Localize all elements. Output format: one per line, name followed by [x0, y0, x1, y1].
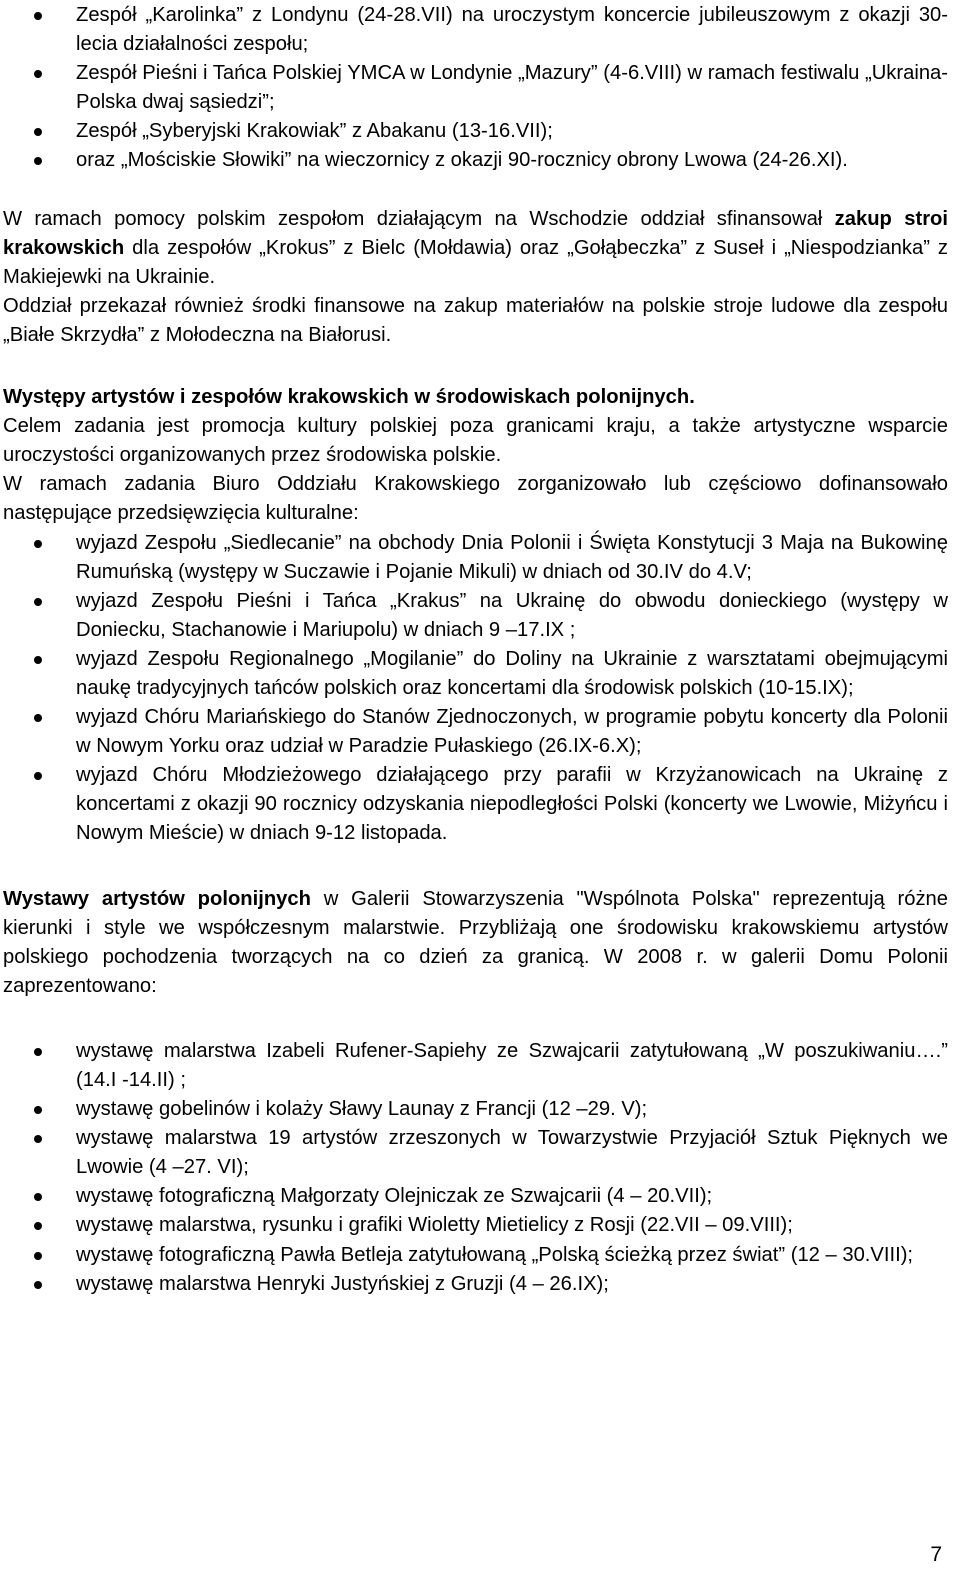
bullet-icon — [34, 128, 42, 136]
bullet-icon — [34, 1222, 42, 1230]
bullet-icon — [34, 1135, 42, 1143]
bullet-icon — [34, 714, 42, 722]
bullet-icon — [34, 772, 42, 780]
document-page — [3, 1, 948, 1299]
list-item: Zespół Pieśni i Tańca Polskiej YMCA w Londynie „Mazury” (4-6.VIII) w ramach festiwalu „Ukraina-Polska dwaj sąsiedzi”; — [3, 59, 948, 117]
bullet-icon — [34, 540, 42, 548]
list-item: wyjazd Chóru Młodzieżowego działającego przy parafii w Krzyżanowicach na Ukrainę z koncertami z okazji 90 rocznicy odzyskania niepodległości Polski (koncerty we Lwowie, Miżyńcu i Nowym Mieście) w dniach 9-12 listopada. — [3, 761, 948, 848]
aid-paragraph-2: Oddział przekazał również środki finansowe na zakup materiałów na polskie stroje ludowe dla zespołu „Białe Skrzydła” z Mołodeczna na Białorusi. — [3, 294, 948, 346]
bullet-icon — [34, 12, 42, 20]
list-item: wyjazd Zespołu „Siedlecanie” na obchody Dnia Polonii i Święta Konstytucji 3 Maja na Bukowinę Rumuńską (występy w Suczawie i Pojanie Mikuli) w dniach od 30.IV do 4.V; — [3, 529, 948, 587]
bullet-icon — [34, 1252, 42, 1260]
bullet-icon — [34, 598, 42, 606]
trips-list — [3, 529, 948, 849]
performances-intro: Celem zadania jest promocja kultury polskiej poza granicami kraju, a także artystyczne wsparcie uroczystości organizowanych przez środowiska polskie. — [3, 415, 948, 467]
list-item: Zespół „Karolinka” z Londynu (24-28.VII) na uroczystym koncercie jubileuszowym z okazji 30-lecia działalności zespołu; — [3, 1, 948, 59]
list-item: wystawę malarstwa Henryki Justyńskiej z Gruzji (4 – 26.IX); — [3, 1270, 948, 1299]
exhibitions-bold-phrase: Wystawy artystów polonijnych — [3, 887, 311, 910]
list-item: wyjazd Zespołu Pieśni i Tańca „Krakus” na Ukrainę do obwodu donieckiego (występy w Doniecku, Stachanowie i Mariupolu) w dniach 9 –17.IX ; — [3, 587, 948, 645]
bullet-icon — [34, 1193, 42, 1201]
list-item: wyjazd Zespołu Regionalnego „Mogilanie” do Doliny na Ukrainie z warsztatami obejmującymi naukę tradycyjnych tańców polskich oraz koncertami dla środowisk polskich (10-15.IX); — [3, 645, 948, 703]
list-item: wystawę gobelinów i kolaży Sławy Launay z Francji (12 –29. V); — [3, 1095, 948, 1124]
bullet-icon — [34, 1048, 42, 1056]
bullet-icon — [34, 157, 42, 165]
performances-paragraph-2: W ramach zadania Biuro Oddziału Krakowskiego zorganizowało lub częściowo dofinansowało następujące przedsięwzięcia kulturalne: — [3, 473, 948, 525]
section-heading-performances: Występy artystów i zespołów krakowskich w środowiskach polonijnych. — [3, 386, 695, 409]
list-item: wystawę malarstwa, rysunku i grafiki Wioletty Mietielicy z Rosji (22.VII – 09.VIII); — [3, 1211, 948, 1240]
bullet-icon — [34, 1281, 42, 1289]
list-item: oraz „Mościskie Słowiki” na wieczornicy z okazji 90-rocznicy obrony Lwowa (24-26.XI). — [3, 146, 948, 175]
exhibitions-list — [3, 1037, 948, 1299]
bullet-icon — [34, 656, 42, 664]
list-item: wystawę fotograficzną Pawła Betleja zatytułowaną „Polską ścieżką przez świat” (12 – 30.VIII); — [3, 1241, 948, 1270]
list-item: wyjazd Chóru Mariańskiego do Stanów Zjednoczonych, w programie pobytu koncerty dla Polonii w Nowym Yorku oraz udział w Paradzie Pułaskiego (26.IX-6.X); — [3, 703, 948, 761]
list-item: wystawę malarstwa 19 artystów zrzeszonych w Towarzystwie Przyjaciół Sztuk Pięknych we Lwowie (4 –27. VI); — [3, 1124, 948, 1182]
aid-bold-phrase: zakup stroi krakowskich — [3, 207, 948, 259]
exhibitions-paragraph: Wystawy artystów polonijnych w Galerii Stowarzyszenia "Wspólnota Polska" reprezentują różne kierunki i style we współczesnym malarstwie. Przybliżają one środowisku krakowskiemu artystów polskiego pochodzenia tworzących na co dzień za granicą. W 2008 r. w galerii Domu Polonii zaprezentowano: — [3, 887, 948, 997]
bullet-icon — [34, 70, 42, 78]
list-item: Zespół „Syberyjski Krakowiak” z Abakanu (13-16.VII); — [3, 117, 948, 146]
list-item: wystawę malarstwa Izabeli Rufener-Sapiehy ze Szwajcarii zatytułowaną „W poszukiwaniu….” (14.I -14.II) ; — [3, 1037, 948, 1095]
bullet-icon — [34, 1106, 42, 1114]
page-number: 7 — [930, 1543, 942, 1566]
list-item: wystawę fotograficzną Małgorzaty Olejniczak ze Szwajcarii (4 – 20.VII); — [3, 1182, 948, 1211]
concert-guests-list — [3, 1, 948, 176]
aid-paragraph: W ramach pomocy polskim zespołom działającym na Wschodzie oddział sfinansował zakup stroi krakowskich dla zespołów „Krokus” z Bielc (Mołdawia) oraz „Gołąbeczka” z Suseł i „Niespodzianka” z Makiejewki na Ukrainie. — [3, 207, 948, 288]
